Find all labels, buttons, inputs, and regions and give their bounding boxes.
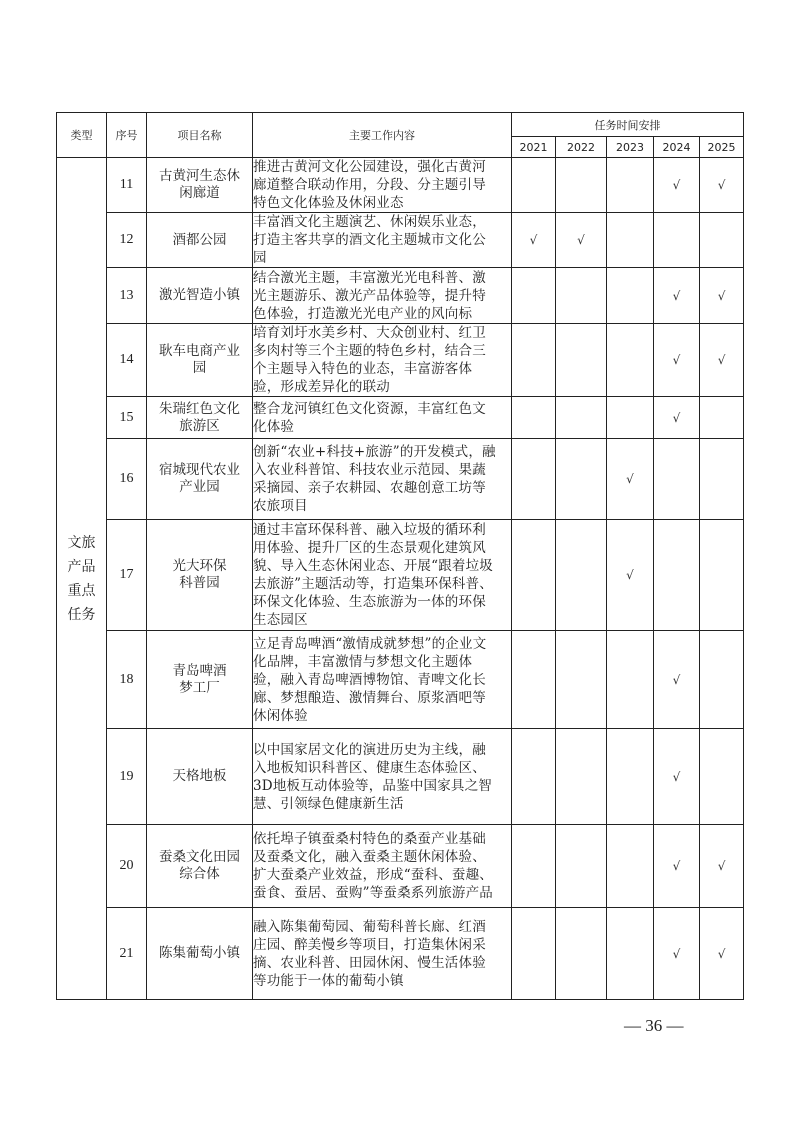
check-mark-cell: √ [654, 825, 700, 908]
check-mark-cell: √ [512, 213, 556, 268]
work-content-line: 貌、导入生态休闲业态、开展“跟着垃圾 [253, 558, 494, 574]
empty-schedule-cell [607, 908, 654, 1000]
header-schedule: 任务时间安排 [512, 113, 744, 137]
project-name-line: 古黄河生态休 [159, 168, 240, 184]
table-row [57, 631, 744, 729]
work-content-line: 庄园、醉美慢乡等项目，打造集休闲采 [253, 936, 486, 953]
empty-schedule-cell [700, 213, 744, 268]
project-name-line: 闲廊道 [179, 185, 220, 201]
task-schedule-table [56, 112, 744, 1000]
work-content-line: 入农业科普馆、科技农业示范园、果蔬 [253, 462, 486, 478]
check-mark-cell: √ [700, 825, 744, 908]
check-mark-cell: √ [700, 324, 744, 397]
work-content-line: 等功能于一体的葡萄小镇 [253, 972, 404, 989]
project-name [147, 908, 253, 1000]
work-content-line: 多肉村等三个主题的特色乡村，结合三 [253, 343, 486, 359]
work-content-line: 融入陈集葡萄园、葡萄科普长廊、红酒 [253, 918, 486, 935]
work-content-line: 化品牌，丰富激情与梦想文化主题体 [253, 653, 473, 670]
work-content [253, 908, 512, 1000]
category-line: 任务 [67, 606, 96, 623]
project-name-line: 产业园 [179, 479, 220, 495]
empty-schedule-cell [556, 729, 607, 825]
project-name-line: 酒都公园 [172, 231, 227, 248]
work-content-line: 扩大蚕桑产业效益，形成“蚕科、蚕趣、 [253, 867, 494, 883]
work-content-line: 采摘园、亲子农耕园、农趣创意工坊等 [253, 480, 486, 496]
row-number: 21 [107, 908, 147, 1000]
table-body [57, 158, 744, 1000]
header-row-1 [57, 113, 744, 137]
empty-schedule-cell [512, 324, 556, 397]
empty-schedule-cell [512, 158, 556, 213]
work-content-line: 打造主客共享的酒文化主题城市文化公 [253, 232, 486, 248]
work-content-line: 廊道整合联动作用，分段、分主题引导 [253, 177, 486, 193]
project-name [147, 631, 253, 729]
project-name [147, 158, 253, 213]
header-type: 类型 [57, 113, 107, 158]
empty-schedule-cell [700, 397, 744, 439]
work-content-line: 个主题导入特色的业态，丰富游客体 [253, 361, 473, 377]
work-content [253, 268, 512, 324]
row-number: 13 [107, 268, 147, 324]
project-name [147, 268, 253, 324]
work-content-line: 光主题游乐、激光产品体验等，提升特 [253, 287, 486, 304]
empty-schedule-cell [556, 908, 607, 1000]
row-number: 20 [107, 825, 147, 908]
empty-schedule-cell [700, 439, 744, 520]
category-cell [57, 158, 107, 1000]
project-name-line: 旅游区 [179, 417, 220, 434]
work-content-line: 生态园区 [253, 612, 308, 628]
work-content-line: 环保文化体验、生态旅游为一体的环保 [253, 594, 486, 610]
project-name [147, 825, 253, 908]
project-name-line: 天格地板 [172, 768, 227, 784]
project-name-line: 科普园 [179, 575, 220, 591]
project-name [147, 324, 253, 397]
table-row [57, 439, 744, 520]
work-content [253, 729, 512, 825]
check-mark-cell: √ [654, 268, 700, 324]
header-no: 序号 [107, 113, 147, 158]
table-row [57, 213, 744, 268]
check-mark-cell: √ [700, 158, 744, 213]
work-content-line: 特色文化体验及休闲业态 [253, 195, 404, 211]
work-content-line: 化体验 [253, 418, 295, 435]
empty-schedule-cell [607, 397, 654, 439]
project-name-line: 耿车电商产业 [159, 343, 240, 359]
empty-schedule-cell [512, 397, 556, 439]
empty-schedule-cell [607, 729, 654, 825]
work-content-line: 创新“农业+科技+旅游”的开发模式，融 [253, 444, 496, 460]
work-content-line: 入地板知识科普区、健康生态体验区、 [253, 759, 486, 776]
empty-schedule-cell [512, 631, 556, 729]
empty-schedule-cell [700, 729, 744, 825]
row-number: 14 [107, 324, 147, 397]
check-mark-cell: √ [700, 268, 744, 324]
project-name-line: 蚕桑文化田园 [159, 849, 240, 865]
header-name: 项目名称 [147, 113, 253, 158]
project-name-line: 园 [192, 360, 207, 376]
empty-schedule-cell [556, 268, 607, 324]
row-number: 19 [107, 729, 147, 825]
table-row [57, 908, 744, 1000]
work-content [253, 213, 512, 268]
work-content [253, 631, 512, 729]
category-line: 产品 [67, 558, 96, 575]
empty-schedule-cell [607, 631, 654, 729]
empty-schedule-cell [654, 213, 700, 268]
empty-schedule-cell [556, 631, 607, 729]
empty-schedule-cell [607, 324, 654, 397]
work-content-line: 丰富酒文化主题演艺、休闲娱乐业态， [253, 214, 486, 230]
project-name [147, 729, 253, 825]
header-content: 主要工作内容 [253, 113, 512, 158]
check-mark-cell: √ [654, 324, 700, 397]
empty-schedule-cell [556, 158, 607, 213]
check-mark-cell: √ [654, 397, 700, 439]
project-name [147, 397, 253, 439]
work-content-line: 休闲体验 [253, 707, 308, 724]
empty-schedule-cell [556, 520, 607, 631]
check-mark-cell: √ [556, 213, 607, 268]
check-mark-cell: √ [607, 520, 654, 631]
project-name-line: 宿城现代农业 [159, 462, 240, 478]
table-row [57, 729, 744, 825]
project-name-line: 综合体 [179, 866, 220, 882]
empty-schedule-cell [556, 397, 607, 439]
empty-schedule-cell [700, 520, 744, 631]
work-content-line: 蚕食、蚕居、蚕购”等蚕桑系列旅游产品 [253, 885, 494, 901]
work-content-line: 培育刘圩水美乡村、大众创业村、红卫 [253, 325, 486, 341]
empty-schedule-cell [607, 213, 654, 268]
empty-schedule-cell [654, 439, 700, 520]
work-content [253, 324, 512, 397]
row-number: 15 [107, 397, 147, 439]
row-number: 18 [107, 631, 147, 729]
empty-schedule-cell [607, 268, 654, 324]
work-content-line: 依托埠子镇蚕桑村特色的桑蚕产业基础 [253, 831, 486, 847]
project-name [147, 439, 253, 520]
work-content-line: 去旅游”主题活动等，打造集环保科普、 [253, 576, 494, 592]
empty-schedule-cell [512, 825, 556, 908]
work-content-line: 摘、农业科普、田园休闲、慢生活体验 [253, 954, 486, 971]
header-year: 2025 [700, 137, 744, 158]
project-name-line: 梦工厂 [179, 679, 220, 696]
empty-schedule-cell [512, 908, 556, 1000]
work-content-line: 用体验、提升厂区的生态景观化建筑风 [253, 540, 486, 556]
work-content [253, 158, 512, 213]
table-row [57, 268, 744, 324]
row-number: 17 [107, 520, 147, 631]
empty-schedule-cell [512, 520, 556, 631]
work-content-line: 整合龙河镇红色文化资源，丰富红色文 [253, 400, 486, 417]
empty-schedule-cell [512, 729, 556, 825]
check-mark-cell: √ [700, 908, 744, 1000]
work-content-line: 廊、梦想酿造、激情舞台、原浆酒吧等 [253, 689, 486, 706]
project-name-line: 激光智造小镇 [159, 287, 240, 303]
table-row [57, 397, 744, 439]
check-mark-cell: √ [654, 631, 700, 729]
table-row [57, 825, 744, 908]
category-line: 文旅 [67, 534, 96, 551]
empty-schedule-cell [607, 158, 654, 213]
project-name-line: 朱瑞红色文化 [159, 400, 240, 417]
row-number: 11 [107, 158, 147, 213]
work-content-line: 以中国家居文化的演进历史为主线，融 [253, 741, 486, 758]
empty-schedule-cell [512, 439, 556, 520]
table-row [57, 158, 744, 213]
empty-schedule-cell [556, 825, 607, 908]
empty-schedule-cell [556, 324, 607, 397]
work-content-line: 通过丰富环保科普、融入垃圾的循环利 [253, 522, 486, 538]
work-content-line: 结合激光主题，丰富激光光电科普、激 [253, 269, 486, 286]
work-content-line: 验，融入青岛啤酒博物馆、青啤文化长 [253, 671, 486, 688]
header-year: 2021 [512, 137, 556, 158]
table-row [57, 520, 744, 631]
project-name [147, 213, 253, 268]
project-name-line: 光大环保 [172, 558, 227, 574]
empty-schedule-cell [654, 520, 700, 631]
work-content [253, 397, 512, 439]
work-content [253, 520, 512, 631]
check-mark-cell: √ [654, 158, 700, 213]
row-number: 12 [107, 213, 147, 268]
work-content-line: 农旅项目 [253, 498, 308, 514]
header-year: 2023 [607, 137, 654, 158]
empty-schedule-cell [700, 631, 744, 729]
work-content-line: 3D地板互动体验等，品鉴中国家具之智 [253, 777, 493, 794]
work-content-line: 及蚕桑文化，融入蚕桑主题休闲体验、 [253, 849, 486, 865]
table-row [57, 324, 744, 397]
work-content [253, 825, 512, 908]
check-mark-cell: √ [654, 908, 700, 1000]
project-name [147, 520, 253, 631]
project-name-line: 青岛啤酒 [172, 662, 227, 679]
work-content-line: 推进古黄河文化公园建设，强化古黄河 [253, 159, 486, 175]
category-line: 重点 [67, 582, 96, 599]
empty-schedule-cell [512, 268, 556, 324]
check-mark-cell: √ [607, 439, 654, 520]
project-name-line: 陈集葡萄小镇 [159, 945, 240, 961]
empty-schedule-cell [607, 825, 654, 908]
page-number: — 36 — [624, 1016, 684, 1035]
work-content-line: 验，形成差异化的联动 [253, 379, 390, 395]
work-content [253, 439, 512, 520]
row-number: 16 [107, 439, 147, 520]
check-mark-cell: √ [654, 729, 700, 825]
work-content-line: 立足青岛啤酒“激情成就梦想”的企业文 [253, 635, 487, 652]
work-content-line: 慧、引领绿色健康新生活 [253, 795, 404, 812]
work-content-line: 园 [253, 250, 267, 266]
header-year: 2024 [654, 137, 700, 158]
empty-schedule-cell [556, 439, 607, 520]
header-year: 2022 [556, 137, 607, 158]
work-content-line: 色体验，打造激光光电产业的风向标 [253, 305, 473, 322]
